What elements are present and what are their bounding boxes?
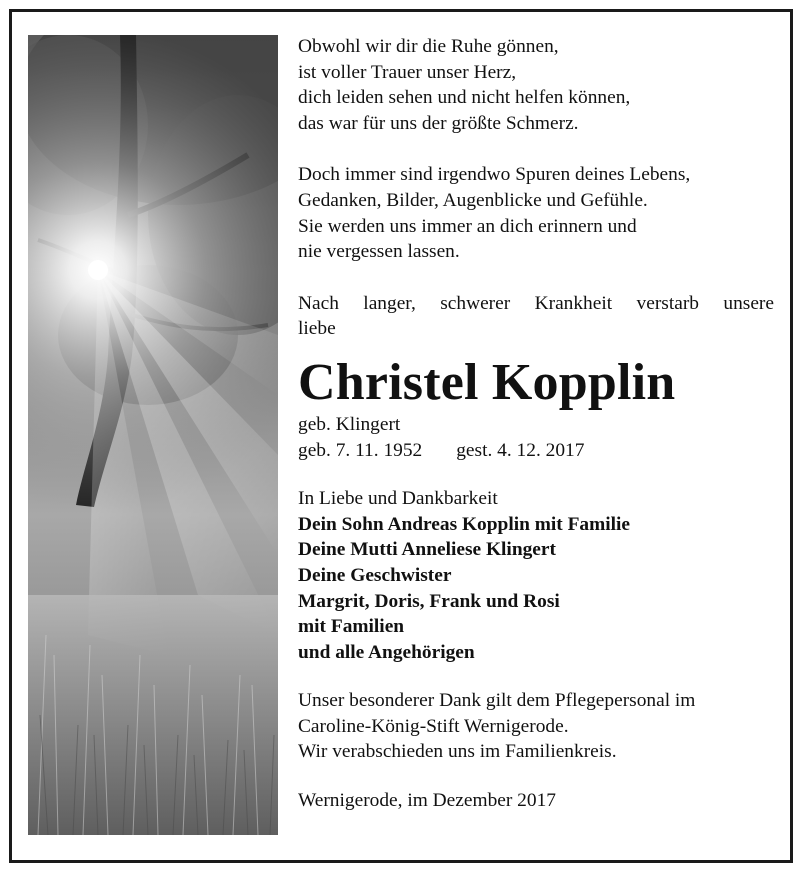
announcement-line: liebe xyxy=(298,318,336,340)
birth-date: geb. 7. 11. 1952 xyxy=(298,439,423,461)
mourners-intro: In Liebe und Dankbarkeit xyxy=(298,488,498,510)
obituary-frame xyxy=(9,9,793,863)
announcement-line: Nach langer, schwerer Krankheit verstarb unsere xyxy=(298,292,774,314)
mourner-line: Margrit, Doris, Frank und Rosi xyxy=(298,590,560,612)
poem-line: Doch immer sind irgendwo Spuren deines Lebens, xyxy=(298,164,691,186)
poem-line: ist voller Trauer unser Herz, xyxy=(298,61,517,83)
poem-stanza-1 xyxy=(298,34,774,136)
obituary-text xyxy=(298,34,774,814)
death-date: gest. 4. 12. 2017 xyxy=(456,439,585,461)
mourner-line: Deine Mutti Anneliese Klingert xyxy=(298,539,556,561)
thanks-note xyxy=(298,688,774,765)
mourner-line: Dein Sohn Andreas Kopplin mit Familie xyxy=(298,513,631,535)
forest-sunlight-photo xyxy=(28,35,278,835)
thanks-line: Caroline-König-Stift Wernigerode. xyxy=(298,715,569,737)
place-and-date: Wernigerode, im Dezember 2017 xyxy=(298,790,556,812)
poem-line: Gedanken, Bilder, Augenblicke und Gefühle. xyxy=(298,189,648,211)
poem-line: das war für uns der größte Schmerz. xyxy=(298,112,579,134)
mourner-line: Deine Geschwister xyxy=(298,564,452,586)
mourner-line: mit Familien xyxy=(298,616,405,638)
maiden-name: geb. Klingert xyxy=(298,413,401,435)
thanks-line: Unser besonderer Dank gilt dem Pflegepersonal im xyxy=(298,690,696,712)
deceased-name: Christel Kopplin xyxy=(298,353,676,411)
poem-stanza-2 xyxy=(298,162,774,264)
mourners-list xyxy=(298,486,774,665)
poem-line: nie vergessen lassen. xyxy=(298,241,460,263)
thanks-line: Wir verabschieden uns im Familienkreis. xyxy=(298,741,617,763)
poem-line: dich leiden sehen und nicht helfen können, xyxy=(298,87,631,109)
poem-line: Obwohl wir dir die Ruhe gönnen, xyxy=(298,36,559,57)
life-dates xyxy=(298,438,774,464)
mourner-line: und alle Angehörigen xyxy=(298,641,475,663)
death-announcement xyxy=(298,291,774,342)
poem-line: Sie werden uns immer an dich erinnern und xyxy=(298,215,637,237)
